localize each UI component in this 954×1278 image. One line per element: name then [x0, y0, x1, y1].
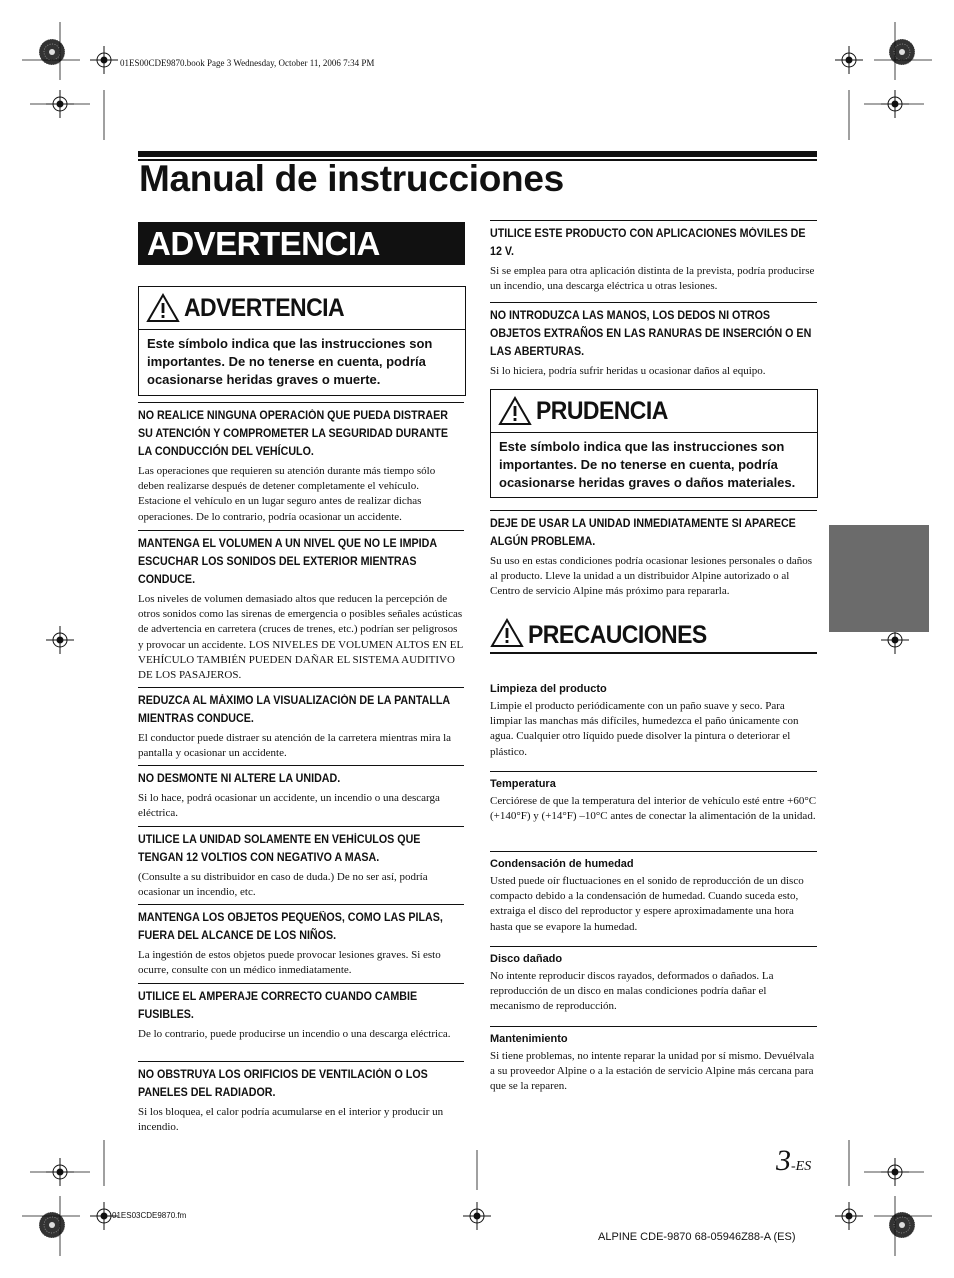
section-thumb-tab	[829, 525, 929, 632]
title-rule-thick	[138, 151, 817, 157]
caution-box	[490, 389, 818, 498]
left-item	[138, 530, 464, 683]
precaution-heading: Temperatura	[490, 778, 556, 790]
left-item	[138, 687, 464, 761]
warning-box-header	[139, 287, 465, 330]
item-text: (Consulte a su distribuidor en caso de duda.) De no ser así, podría ocasionar un incendio, etc.	[138, 871, 428, 899]
warning-triangle-icon	[146, 293, 180, 323]
right-item	[490, 302, 817, 379]
item-heading: DEJE DE USAR LA UNIDAD INMEDIATAMENTE SI APARECE ALGÚN PROBLEMA.	[490, 518, 796, 548]
item-text: Si lo hace, podrá ocasionar un accidente, un incendio o una descarga eléctrica.	[138, 792, 440, 820]
left-item	[138, 904, 464, 978]
item-text: Su uso en estas condiciones podría ocasionar lesiones personales o daños al producto. Lleve la unidad a un distribuidor Alpine autorizado o al Centro de servicio Alpine más próximo para repararla.	[490, 555, 812, 598]
page-number-suffix: -ES	[791, 1159, 812, 1174]
left-item	[138, 826, 464, 900]
item-text: Si los bloquea, el calor podría acumularse en el interior y producir un incendio.	[138, 1106, 444, 1134]
print-file-info: 01ES00CDE9870.book Page 3 Wednesday, October 11, 2006 7:34 PM	[120, 58, 375, 68]
precaution-text: Limpie el producto periódicamente con un paño suave y seco. Para limpiar las manchas más difíciles, humedezca el paño únicamente con agua. Cualquier otro líquido puede disolver la pintura o deteriorar el plástico.	[490, 700, 799, 758]
left-item	[138, 765, 464, 821]
precaution-heading: Condensación de humedad	[490, 858, 634, 870]
precaution-item	[490, 851, 817, 935]
item-heading: NO DESMONTE NI ALTERE LA UNIDAD.	[138, 773, 341, 785]
precaution-heading: Limpieza del producto	[490, 683, 607, 695]
item-text: Los niveles de volumen demasiado altos que reducen la percepción de otros sonidos como las sirenas de emergencia o posibles señales acústicas de advertencia en carretera (cruces de trenes, etc.) podrían ser peligrosos y provocar un accidente. LOS NIVELES DE VOLUMEN ALTOS EN EL VEHÍCULO TAMBIÉN PUEDEN DAÑAR EL SISTEMA AUDITIVO DE LOS PASAJEROS.	[138, 593, 463, 682]
precaution-text: No intente reproducir discos rayados, deformados o dañados. La reproducción de un disco en malas condiciones podría dañar el mecanismo de reproducción.	[490, 970, 774, 1013]
precaution-heading: Disco dañado	[490, 953, 563, 965]
section-banner: ADVERTENCIA	[138, 222, 465, 265]
footer-model-code: ALPINE CDE-9870 68-05946Z88-A (ES)	[598, 1231, 796, 1243]
item-heading: REDUZCA AL MÁXIMO LA VISUALIZACIÓN DE LA PANTALLA MIENTRAS CONDUCE.	[138, 695, 450, 725]
item-text: El conductor puede distraer su atención de la carretera mientras mira la pantalla y ocasionar un accidente.	[138, 732, 452, 760]
item-heading: MANTENGA EL VOLUMEN A UN NIVEL QUE NO LE IMPIDA ESCUCHAR LOS SONIDOS DEL EXTERIOR MIENTRAS CONDUCE.	[138, 538, 437, 586]
left-item	[138, 402, 464, 525]
precaution-item	[490, 946, 817, 1015]
caution-box-text: Este símbolo indica que las instrucciones son importantes. De no tenerse en cuenta, podría ocasionarse heridas graves o daños materiales.	[499, 439, 796, 490]
precautions-heading: PRECAUCIONES	[528, 621, 707, 649]
right-item	[490, 510, 817, 600]
right-item	[490, 220, 817, 294]
page-number-value: 3	[776, 1144, 791, 1177]
warning-triangle-icon	[498, 396, 532, 426]
item-heading: NO INTRODUZCA LAS MANOS, LOS DEDOS NI OTROS OBJETOS EXTRAÑOS EN LAS RANURAS DE INSERCIÓN O EN LAS ABERTURAS.	[490, 310, 812, 358]
left-item	[138, 983, 464, 1042]
item-heading: UTILICE EL AMPERAJE CORRECTO CUANDO CAMBIE FUSIBLES.	[138, 991, 418, 1021]
item-text: De lo contrario, puede producirse un incendio o una descarga eléctrica.	[138, 1028, 451, 1040]
precaution-text: Usted puede oír fluctuaciones en el sonido de reproducción de un disco compacto debido a la condensación de humedad. Cuando suceda esto, extraiga el disco del reproductor y espere aproximadamente una hora hasta que se evapore la humedad.	[490, 875, 804, 933]
warning-triangle-icon	[490, 618, 524, 648]
caution-box-header	[491, 390, 817, 433]
precautions-heading-block	[490, 618, 817, 654]
left-item	[138, 1061, 464, 1135]
page-title: Manual de instrucciones	[139, 158, 564, 199]
precaution-text: Si tiene problemas, no intente reparar la unidad por sí mismo. Devuélvala a su proveedor Alpine o a la estación de servicio Alpine más cercana para que se la reparen.	[490, 1050, 815, 1093]
item-text: Las operaciones que requieren su atención durante más tiempo sólo deben realizarse después de detener completamente el vehículo. Estacione el vehículo en un lugar seguro antes de realizar dichas operaciones. De lo contrario, podría ocasionar un accidente.	[138, 465, 436, 523]
item-heading: UTILICE ESTE PRODUCTO CON APLICACIONES MÓVILES DE 12 V.	[490, 228, 806, 258]
precaution-text: Cerciórese de que la temperatura del interior de vehículo esté entre +60°C (+140°F) y (+14°F) –10°C antes de conectar la alimentación de la unidad.	[490, 795, 817, 823]
caution-box-heading: PRUDENCIA	[536, 396, 668, 425]
precaution-heading: Mantenimiento	[490, 1033, 568, 1045]
item-text: Si lo hiciera, podría sufrir heridas u ocasionar daños al equipo.	[490, 365, 766, 377]
item-heading: NO REALICE NINGUNA OPERACIÓN QUE PUEDA DISTRAER SU ATENCIÓN Y COMPROMETER LA SEGURIDAD DURANTE LA CONDUCCIÓN DEL VEHÍCULO.	[138, 410, 448, 458]
item-text: La ingestión de estos objetos puede provocar lesiones graves. Si esto ocurre, consulte con un médico inmediatamente.	[138, 949, 441, 977]
warning-box-heading: ADVERTENCIA	[184, 293, 345, 322]
item-text: Si se emplea para otra aplicación distinta de la prevista, podría producirse un incendio, una descarga eléctrica u otras lesiones.	[490, 265, 815, 293]
item-heading: UTILICE LA UNIDAD SOLAMENTE EN VEHÍCULOS QUE TENGAN 12 VOLTIOS CON NEGATIVO A MASA.	[138, 834, 421, 864]
print-fm-file: 01ES03CDE9870.fm	[112, 1211, 187, 1220]
page-number	[776, 1144, 811, 1178]
item-heading: NO OBSTRUYA LOS ORIFICIOS DE VENTILACIÓN O LOS PANELES DEL RADIADOR.	[138, 1069, 428, 1099]
precaution-item	[490, 1026, 817, 1095]
precaution-item	[490, 677, 817, 760]
warning-box-text: Este símbolo indica que las instrucciones son importantes. De no tenerse en cuenta, podría ocasionarse heridas graves o muerte.	[147, 336, 433, 387]
item-heading: MANTENGA LOS OBJETOS PEQUEÑOS, COMO LAS PILAS, FUERA DEL ALCANCE DE LOS NIÑOS.	[138, 912, 443, 942]
precaution-item	[490, 771, 817, 824]
warning-box	[138, 286, 466, 396]
